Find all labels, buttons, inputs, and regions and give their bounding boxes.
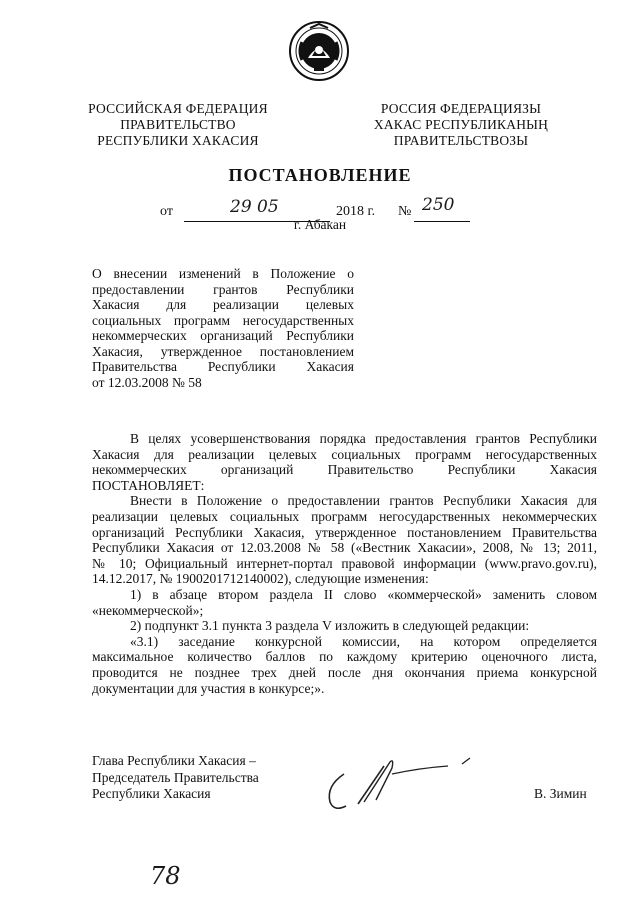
body-line: максимальное количество баллов по каждому критерию оценочного листа, [92, 649, 597, 665]
header-left-block [78, 101, 278, 149]
subject-line: некоммерческих организаций Республики [92, 328, 354, 343]
header-left-line: РОССИЙСКАЯ ФЕДЕРАЦИЯ [88, 101, 268, 116]
body-line: № 10; Официальный интернет-портал правовой информации (www.pravo.gov.ru), [92, 555, 597, 571]
document-body [92, 431, 597, 696]
header-left-line: ПРАВИТЕЛЬСТВО [120, 117, 236, 132]
signatory-position [92, 753, 259, 803]
subject-line: предоставлении грантов Республики [92, 281, 354, 297]
subject-line: от 12.03.2008 № 58 [92, 374, 202, 390]
handwritten-date: 29 05 [230, 197, 279, 217]
body-line: организаций Республики Хакасия, утвержденное постановлением Правительства [92, 524, 597, 540]
body-line: 1) в абзаце втором раздела II слово «коммерческой» заменить словом [130, 586, 597, 602]
signatory-line: Председатель Правительства [92, 769, 259, 785]
body-line: Республики Хакасия от 12.03.2008 № 58 («Вестник Хакасии», 2008, № 13; 2011, [92, 540, 597, 556]
header-left-line: РЕСПУБЛИКИ ХАКАСИЯ [97, 133, 259, 148]
header-right-line: РОССИЯ ФЕДЕРАЦИЯЗЫ [380, 101, 542, 116]
document-title: ПОСТАНОВЛЕНИЕ [228, 165, 412, 185]
document-year: 2018 г. [336, 204, 376, 219]
coat-of-arms-emblem [288, 20, 350, 82]
document-city: г. Абакан [293, 217, 347, 232]
header-right-line: ХАКАС РЕСПУБЛИКАНЫҢ [373, 117, 549, 132]
body-line: 2) подпункт 3.1 пункта 3 раздела V изложить в следующей редакции: [130, 618, 530, 634]
handwritten-signature [320, 756, 480, 816]
body-line: «3.1) заседание конкурсной комиссии, на котором определяется [130, 633, 597, 649]
subject-line: Хакасия, утвержденное постановлением [92, 343, 354, 359]
body-line: реализации целевых социальных программ негосударственных некоммерческих [92, 508, 597, 524]
body-line: ПОСТАНОВЛЯЕТ: [92, 477, 205, 493]
body-line: «некоммерческой»; [92, 602, 204, 618]
header-right-line: ПРАВИТЕЛЬСТВОЗЫ [393, 133, 529, 148]
body-line: 14.12.2017, № 1900201712140002), следующие изменения: [92, 571, 429, 587]
header-right-block [354, 101, 568, 149]
subject-line: социальных программ негосударственных [92, 312, 354, 328]
signatory-line: Республики Хакасия [92, 786, 211, 801]
subject-block [92, 266, 354, 390]
number-sign: № [398, 204, 412, 219]
body-line: Внести в Положение о предоставлении грантов Республики Хакасия для [130, 493, 597, 509]
subject-line: Правительства Республики Хакасия [92, 359, 354, 374]
handwritten-scribble: 78 [150, 862, 181, 890]
body-line: документации для участия в конкурсе;». [92, 680, 325, 696]
signatory-name: В. Зимин [534, 786, 587, 801]
body-line: некоммерческих организаций Правительство Республики Хакасия [92, 462, 597, 478]
body-line: проводится не позднее трех дней после дня окончания приема конкурсной [92, 664, 597, 680]
signatory-line: Глава Республики Хакасия – [92, 753, 256, 768]
handwritten-number: 250 [422, 195, 455, 215]
body-line: Хакасия для реализации целевых социальных программ негосударственных [92, 446, 597, 462]
date-prefix: от [160, 204, 173, 219]
subject-line: О внесении изменений в Положение о [92, 266, 354, 281]
subject-line: Хакасия для реализации целевых [92, 297, 354, 312]
body-line: В целях усовершенствования порядка предоставления грантов Республики [130, 431, 597, 446]
